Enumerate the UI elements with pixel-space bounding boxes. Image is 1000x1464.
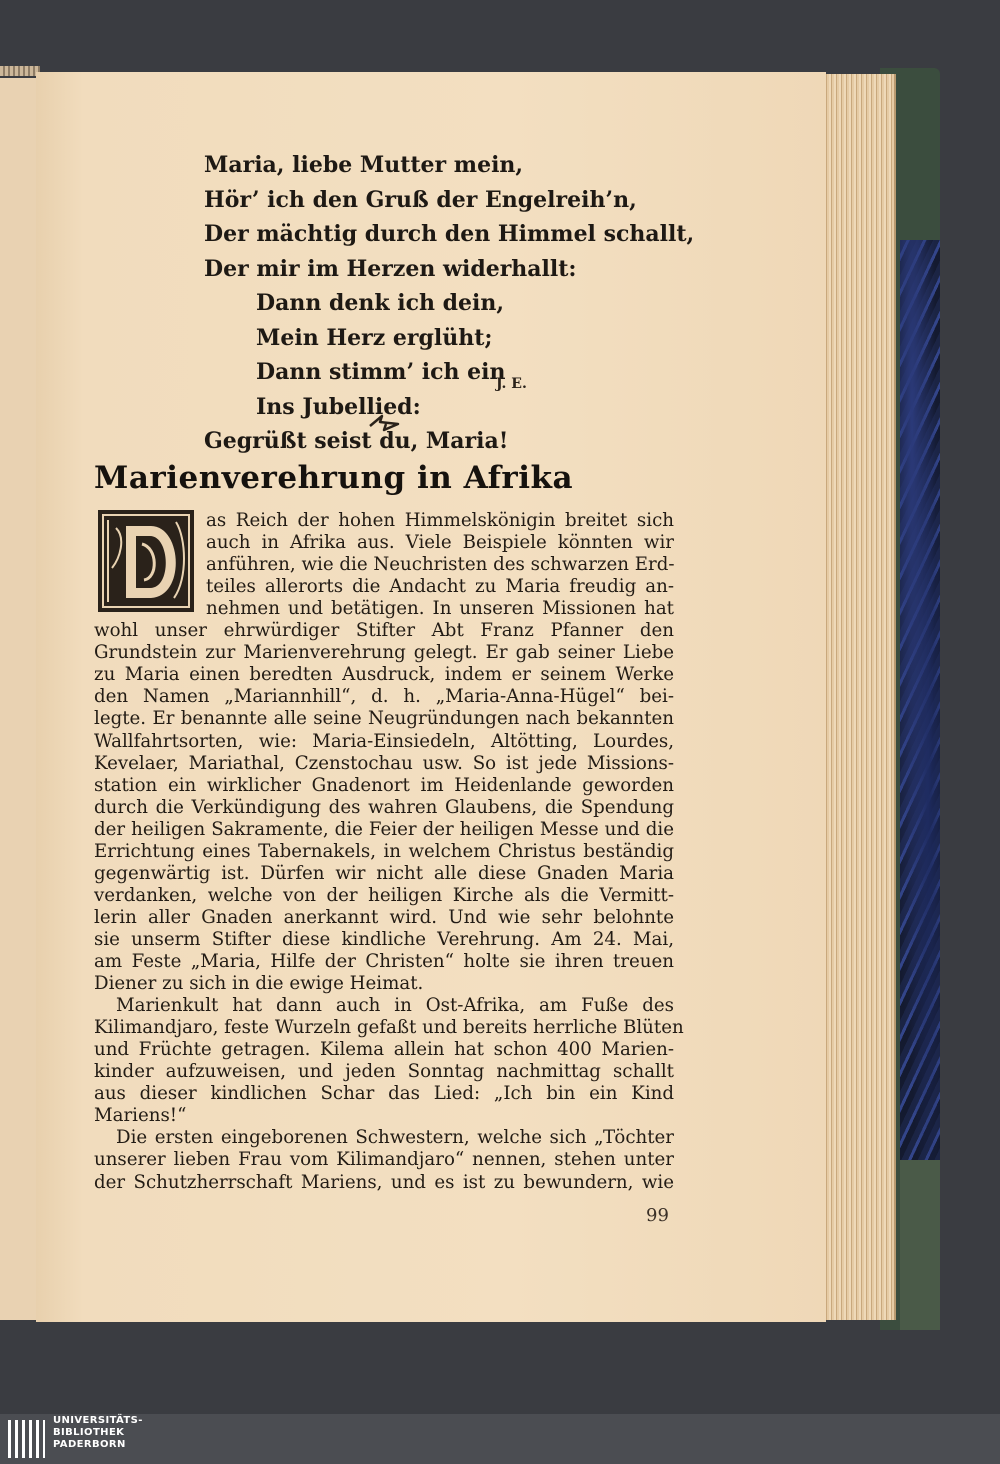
- body-line: der Schutzherrschaft Mariens, und es ist zu bewundern, wie: [94, 1171, 674, 1193]
- footer-line-3: PADERBORN: [53, 1439, 126, 1450]
- footer-line-2: BIBLIOTHEK: [53, 1427, 125, 1438]
- body-line: kinder aufzuweisen, und jeden Sonntag nachmittag schallt: [94, 1061, 674, 1083]
- body-line: lerin aller Gnaden anerkannt wird. Und wie sehr belohnte: [94, 906, 674, 928]
- body-line: Wallfahrtsorten, wie: Maria-Einsiedeln, Altötting, Lourdes,: [94, 730, 674, 752]
- body-line: Kilimandjaro, feste Wurzeln gefaßt und bereits herrliche Blüten: [94, 1017, 684, 1039]
- poem-line: Mein Herz erglüht;: [256, 324, 493, 351]
- body-line: auch in Afrika aus. Viele Beispiele könnten wir: [206, 532, 674, 554]
- body-line: teiles allerorts die Andacht zu Maria freudig an-: [206, 576, 674, 598]
- poem-line: Dann denk ich dein,: [256, 290, 505, 316]
- body-line: Marienkult hat dann auch in Ost-Afrika, am Fuße des: [116, 995, 674, 1017]
- cover-corner: [900, 1160, 940, 1330]
- poem-line: Dann stimm’ ich ein: [256, 359, 506, 385]
- body-line: gegenwärtig ist. Dürfen wir nicht alle diese Gnaden Maria: [94, 862, 674, 884]
- left-page: [0, 78, 37, 1320]
- poem-signature: J. E.: [496, 376, 527, 392]
- body-line: aus dieser kindlichen Schar das Lied: „Ich bin ein Kind: [94, 1083, 674, 1105]
- left-page-edge: [0, 66, 40, 76]
- poem-line: Hör’ ich den Gruß der Engelreih’n,: [204, 186, 637, 213]
- page-number: 99: [646, 1205, 669, 1226]
- body-line: Die ersten eingeborenen Schwestern, welche sich „Töchter: [116, 1127, 674, 1149]
- page-stack: [824, 74, 896, 1320]
- marbled-cover: [900, 240, 940, 1160]
- poem-line: Maria, liebe Mutter mein,: [204, 152, 524, 178]
- poem-line: Ins Jubellied:: [256, 393, 421, 420]
- body-line: Errichtung eines Tabernakels, in welchem Christus beständig: [94, 840, 674, 862]
- body-line: und Früchte getragen. Kilema allein hat schon 400 Marien-: [94, 1039, 674, 1061]
- body-line: verdanken, welche von der heiligen Kirche als die Vermitt-: [94, 884, 674, 906]
- library-logo-icon: [6, 1418, 46, 1460]
- poem-line: Der mir im Herzen widerhallt:: [204, 255, 577, 282]
- initial-letter-icon: [96, 508, 196, 614]
- library-footer: [0, 1414, 1000, 1464]
- body-line: durch die Verkündigung des wahren Glaubens, die Spendung: [94, 796, 674, 818]
- body-line: nehmen und betätigen. In unseren Missionen hat: [206, 598, 674, 620]
- body-line: zu Maria einen beredten Ausdruck, indem er seinem Werke: [94, 664, 674, 686]
- body-line: Mariens!“: [94, 1105, 187, 1127]
- body-line: sie unserm Stifter diese kindliche Verehrung. Am 24. Mai,: [94, 928, 674, 950]
- poem: [204, 148, 695, 459]
- article-title: Marienverehrung in Afrika: [94, 460, 574, 496]
- body-line: Diener zu sich in die ewige Heimat.: [94, 973, 424, 995]
- poem-line: Der mächtig durch den Himmel schallt,: [204, 221, 695, 247]
- body-line: legte. Er benannte alle seine Neugründungen nach bekannten: [94, 708, 674, 730]
- body-line: wohl unser ehrwürdiger Stifter Abt Franz Pfanner den: [94, 620, 674, 642]
- body-line: as Reich der hohen Himmelskönigin breitet sich: [206, 510, 674, 531]
- body-line: station ein wirklicher Gnadenort im Heidenlande geworden: [94, 774, 674, 796]
- body-line: am Feste „Maria, Hilfe der Christen“ holte sie ihren treuen: [94, 951, 674, 972]
- footer-line-1: UNIVERSITÄTS-: [53, 1415, 143, 1426]
- body-line: anführen, wie die Neuchristen des schwarzen Erd-: [206, 554, 675, 576]
- body-line: Grundstein zur Marienverehrung gelegt. Er gab seiner Liebe: [94, 642, 674, 664]
- body-line: Kevelaer, Mariathal, Czenstochau usw. So ist jede Missions-: [94, 752, 674, 774]
- body-line: der heiligen Sakramente, die Feier der heiligen Messe und die: [94, 818, 674, 840]
- body-line: unserer lieben Frau vom Kilimandjaro“ nennen, stehen unter: [94, 1149, 674, 1171]
- poem-line: Gegrüßt seist du, Maria!: [204, 428, 509, 454]
- body-line: den Namen „Mariannhill“, d. h. „Maria-Anna-Hügel“ bei-: [94, 686, 674, 708]
- ornament-icon: [368, 412, 402, 432]
